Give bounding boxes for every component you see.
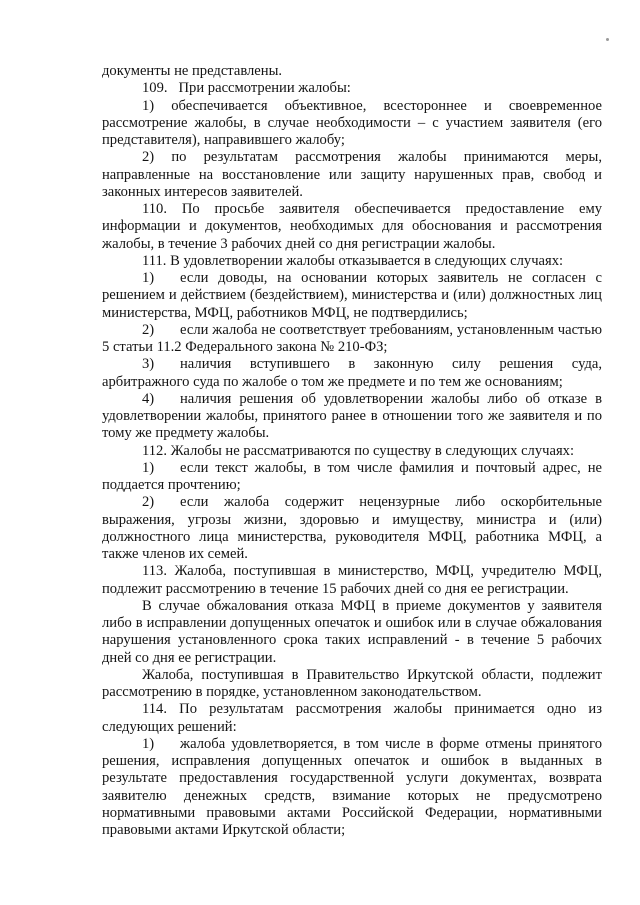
- paragraph-112-1: [102, 460, 602, 495]
- paragraph-112-2: [102, 494, 602, 563]
- paragraph-111: 111. В удовлетворении жалобы отказывается в следующих случаях:: [142, 252, 564, 269]
- item-number: 1): [142, 459, 155, 476]
- paragraph-113-c: Жалоба, поступившая в Правительство Иркутской области, подлежит рассмотрению в порядке, установленном законодательством.: [102, 666, 602, 700]
- paragraph-110: 110. По просьбе заявителя обеспечивается предоставление ему информации и документов, необходимых для обоснования и рассмотрения жалобы, в течение 3 рабочих дней со дня регистрации жалобы.: [102, 201, 602, 252]
- item-text: если текст жалобы, в том числе фамилия и почтовый адрес, не поддается прочтению;: [102, 459, 602, 493]
- item-text: если жалоба не соответствует требованиям, установленным частью 5 статьи 11.2 Федерального закона № 210-ФЗ;: [102, 321, 602, 355]
- paragraph-number: 109.: [142, 80, 168, 97]
- item-number: 1): [142, 270, 155, 286]
- item-text: если доводы, на основании которых заявитель не согласен с решением и действием (бездействием), министерства и (или) должностных лиц министерства, МФЦ, работников МФЦ, не подтвердились;: [102, 270, 602, 321]
- paragraph-114-1: [102, 736, 602, 840]
- scan-speck: [606, 38, 609, 41]
- item-number: 2): [142, 321, 155, 338]
- paragraph-113: 113. Жалоба, поступившая в министерство, МФЦ, учредителю МФЦ, подлежит рассмотрению в течение 15 рабочих дней со дня ее регистрации.: [102, 563, 602, 597]
- paragraph-112: 112. Жалобы не рассматриваются по существу в следующих случаях:: [142, 442, 575, 459]
- paragraph-114: 114. По результатам рассмотрения жалобы принимается одно из следующих решений:: [102, 701, 602, 735]
- paragraph-109-2: 2) по результатам рассмотрения жалобы принимаются меры, направленные на восстановление или защиту нарушенных прав, свобод и законных интересов заявителей.: [102, 149, 602, 200]
- item-text: наличия вступившего в законную силу решения суда, арбитражного суда по жалобе о том же предмете и по тем же основаниям;: [102, 356, 602, 390]
- item-number: 4): [142, 390, 155, 407]
- paragraph-111-2: [102, 322, 602, 357]
- paragraph-113-b: В случае обжалования отказа МФЦ в приеме документов у заявителя либо в исправлении допущенных опечаток и ошибок или в случае обжалования нарушения установленного срока таких исправлений - в течение 5 рабочих дней со дня ее регистрации.: [102, 597, 602, 666]
- document-body: [102, 63, 602, 839]
- paragraph-continuation: документы не представлены.: [102, 63, 283, 79]
- paragraph-109: [102, 80, 602, 97]
- paragraph-text: При рассмотрении жалобы:: [178, 80, 351, 97]
- item-number: 3): [142, 356, 155, 373]
- item-text: наличия решения об удовлетворении жалобы либо об отказе в удовлетворении жалобы, принятого ранее в отношении того же заявителя и по тому же предмету жалобы.: [102, 390, 602, 442]
- paragraph-109-1: 1) обеспечивается объективное, всестороннее и своевременное рассмотрение жалобы, в случае необходимости – с участием заявителя (его представителя), направившего жалобу;: [102, 97, 602, 148]
- paragraph-111-3: [102, 356, 602, 391]
- item-number: 2): [142, 494, 155, 511]
- paragraph-111-4: [102, 391, 602, 443]
- item-number: 1): [142, 735, 155, 752]
- item-text: жалоба удовлетворяется, в том числе в форме отмены принятого решения, исправления допущенных опечаток и ошибок в выданных в результате предоставления государственной услуги документах, возврата заявителю денежных средств, взимание которых не предусмотрено нормативными правовыми актами Российской Федерации, нормативными правовыми актами Иркутской области;: [102, 735, 602, 838]
- paragraph-111-1: [102, 270, 602, 322]
- item-text: если жалоба содержит нецензурные либо оскорбительные выражения, угрозы жизни, здоровью и имуществу, министра и (или) должностного лица министерства, руководителя МФЦ, работника МФЦ, а также членов их семей.: [102, 494, 602, 562]
